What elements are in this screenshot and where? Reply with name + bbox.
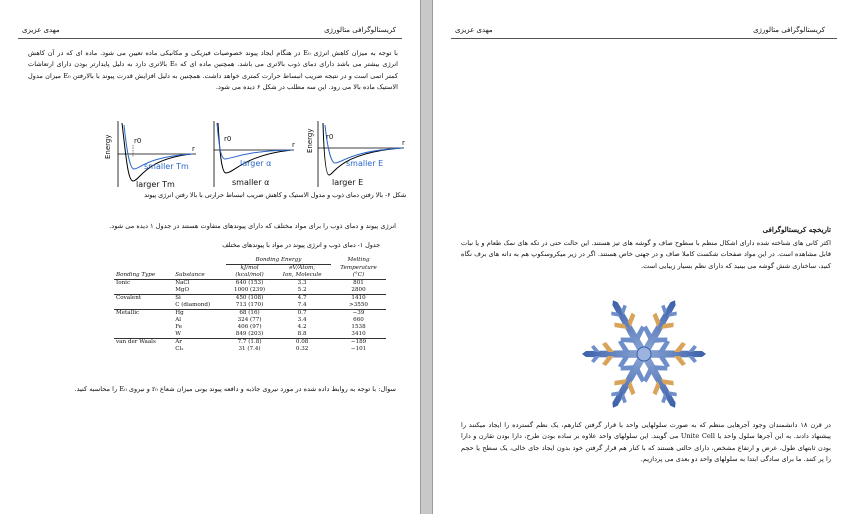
table-cell: 0.32 [295,346,309,352]
paragraph-history: اکثر کانی های شناخته شده دارای اشکال منظم با سطوح صاف و گوشه های تیز هستند. این حالت حتی در تکه های نمک طعام و یا نبات قابل مشاهده است. در این مواد صفحات شکست کاملا صاف و در جهتی خاص هستند. اگر در زیر میکروسکوپ هم به دانه های برف نگاه کنید، ساختاری شش گوشه می بینید که دارای نظم بسیار زیبایی است. [461,239,831,270]
table-row [114,310,386,318]
table-cell: 324 (77) [237,317,262,323]
table-row [114,339,386,347]
table-cell: Cl₂ [175,346,184,352]
table-cell: −101 [350,346,367,352]
header-temperature: Temperature [340,264,377,271]
table-row [114,317,386,324]
panel2-bottom-label: smaller α [232,178,270,187]
bonding-type-cell: Metallic [114,310,173,318]
table-cell: 7.4 [297,302,307,308]
page-author: مهدی عزیزی [455,26,493,34]
paragraph-energy: با توجه به میزان کاهش انرژی E₀ در هنگام ایجاد پیوند خصوصیات فیزیکی و مکانیکی ماده تعیین می شود. ماده ای که در آن کاهش انرژی بیشتر می باشد دارای دمای ذوب بالاتری می باشد. همچنین ماده ای که E₀ بالاتری دارد به دلیل پایدارتر بودن دارای ارتعاشات کمتر اتمی است و در نتیجه ضریب انبساط حرارت کمتری خواهد داشت. همچنین به دلیل افزایش قدرت پیوند با بالارفتن E₀ میزان مدول الاستیک ماده بالا می رود. این سه مطلب در شکل ۶ دیده می شود. [28,49,398,92]
table-cell: W [175,331,181,337]
table-cell: Fe [175,324,183,330]
table-cell: 3.3 [297,280,307,286]
bonding-type-cell [114,331,173,339]
bonding-type-cell: van der Waals [114,339,173,347]
table-cell: Hg [173,310,226,318]
table-cell: 3.4 [297,317,307,323]
panel1-bottom-label: larger Tm [136,180,175,189]
bonding-type-cell: Covalent [114,295,173,303]
header-kcal: (kcal/mol) [235,272,264,278]
table-row [114,302,386,310]
bonding-energy-table [114,257,386,353]
header-divider [18,38,402,39]
table-cell: −189 [331,339,386,347]
y-axis-label: Energy [104,134,112,159]
figure-caption: شکل ۶- بالا رفتن دمای ذوب و مدول الاستیک و کاهش ضریب انبساط حرارتی با بالا رفتن انرژی پیوند [144,192,406,199]
table-row [114,331,386,339]
bonding-type-cell [114,324,173,331]
header-ev: eV/Atom, [289,265,316,271]
r0-label: r0 [224,135,232,143]
page-title: کریستالوگرافی متالورژی [753,26,825,34]
y-axis-label: Energy [306,128,314,153]
table-cell: C (diamond) [175,302,211,308]
table-cell: >3550 [349,302,368,308]
x-axis-label: r [192,145,195,153]
table-cell: Al [175,317,182,323]
table-cell: 5.2 [297,287,307,293]
table-cell: 1538 [351,324,366,330]
header-ion: Ion, Molecule [282,272,322,278]
header-kjmol: kJ/mol [240,265,259,271]
table-cell: 4.2 [297,324,307,330]
x-axis-label: r [402,139,405,147]
header-bonding-type: Bonding Type [116,272,156,278]
bonding-type-cell [114,287,173,295]
table-cell: 450 (108) [226,295,273,303]
bonding-type-cell [114,346,173,353]
table-cell: 801 [353,280,364,286]
table-cell: 1000 (239) [234,287,266,293]
question-paragraph: سوال: با توجه به روابط داده شده در مورد نیروی جاذبه و دافعه پیوند یونی میزان شعاع r₀ و نیروی E₀ را محاسبه کنید. [74,385,396,393]
left-page [0,0,421,514]
section-title: تاریخچه کریستالوگرافی [762,225,831,234]
paragraph-unit-cell: در قرن ۱۸ دانشمندان وجود آجرهایی منظم که به صورت سلولهایی واحد با قرار گرفتن کنارهم، یک نظم گسترده را ایجاد میکنند را پیشنهاد دادند. به این آجرها سلول واحد یا Unite Cell می گویند. این سلولهای واحد علاوه بر ساده بودن طرح، دارا بودن تقارن و دارا بودن ثابتهای طول، عرض و ارتفاع مشخص، دارای حالتی هستند که با کنار هم قرار گرفتن خود بدون ایجاد جای خالی، یک سطح یا حجم را پر کنند. ما برای سادگی ابتدا به سلولهای واحد دو بعدی می پردازیم. [461,421,831,464]
table-caption: جدول ۱- دمای ذوب و انرژی پیوند در مواد با پیوندهای مختلف [222,242,380,249]
bonding-type-cell [114,317,173,324]
bonding-type-cell: Ionic [116,280,131,286]
table-cell: Ar [173,339,226,347]
panel3-bottom-label: larger E [332,178,364,187]
table-cell: 1410 [331,295,386,303]
table-cell: 0.08 [273,339,331,347]
table-cell: 0.7 [273,310,331,318]
header-divider [451,38,837,39]
header-c: (°C) [352,272,365,278]
snowflake-image [579,290,709,418]
panel1-top-label: smaller Tm [144,162,189,171]
table-row [114,287,386,295]
table-cell: 3410 [351,331,366,337]
table-cell: 640 (153) [235,280,264,286]
table-cell: 8.8 [297,331,307,337]
table-cell: NaCl [175,280,190,286]
table-cell: −39 [331,310,386,318]
r0-label: r0 [326,133,334,141]
table-body [114,257,386,353]
right-page [432,0,854,514]
r0-label: r0 [134,137,142,145]
paragraph-table-intro: انرژی پیوند و دمای ذوب را برای مواد مختلف که دارای پیوندهای متفاوت هستند در جدول ۱ دیده می شود. [109,222,396,230]
table-row [114,324,386,331]
table-cell: 849 (203) [235,331,264,337]
header-melting: Melting [347,257,370,263]
table-cell: 406 (97) [237,324,262,330]
panel2-top-label: larger α [240,159,272,168]
page-author: مهدی عزیزی [22,26,60,34]
table-cell: 713 (170) [235,302,264,308]
header-bonding-energy: Bonding Energy [226,257,331,265]
table-cell: Si [173,295,226,303]
energy-curves-figure [100,117,410,193]
page-title: کریستالوگرافی متالورژی [324,26,396,34]
table-row [114,280,386,288]
table-cell: 7.7 (1.8) [226,339,273,347]
header-substance: Substance [175,272,205,278]
table-cell: 2800 [351,287,366,293]
x-axis-label: r [292,141,295,149]
table-cell: 31 (7.4) [238,346,261,352]
table-cell: 68 (16) [226,310,273,318]
table-cell: 660 [353,317,364,323]
panel3-top-label: smaller E [346,159,384,168]
table-row [114,346,386,353]
table-cell: MgO [175,287,190,293]
table-row [114,295,386,303]
table-cell: 4.7 [273,295,331,303]
bonding-type-cell [114,302,173,310]
